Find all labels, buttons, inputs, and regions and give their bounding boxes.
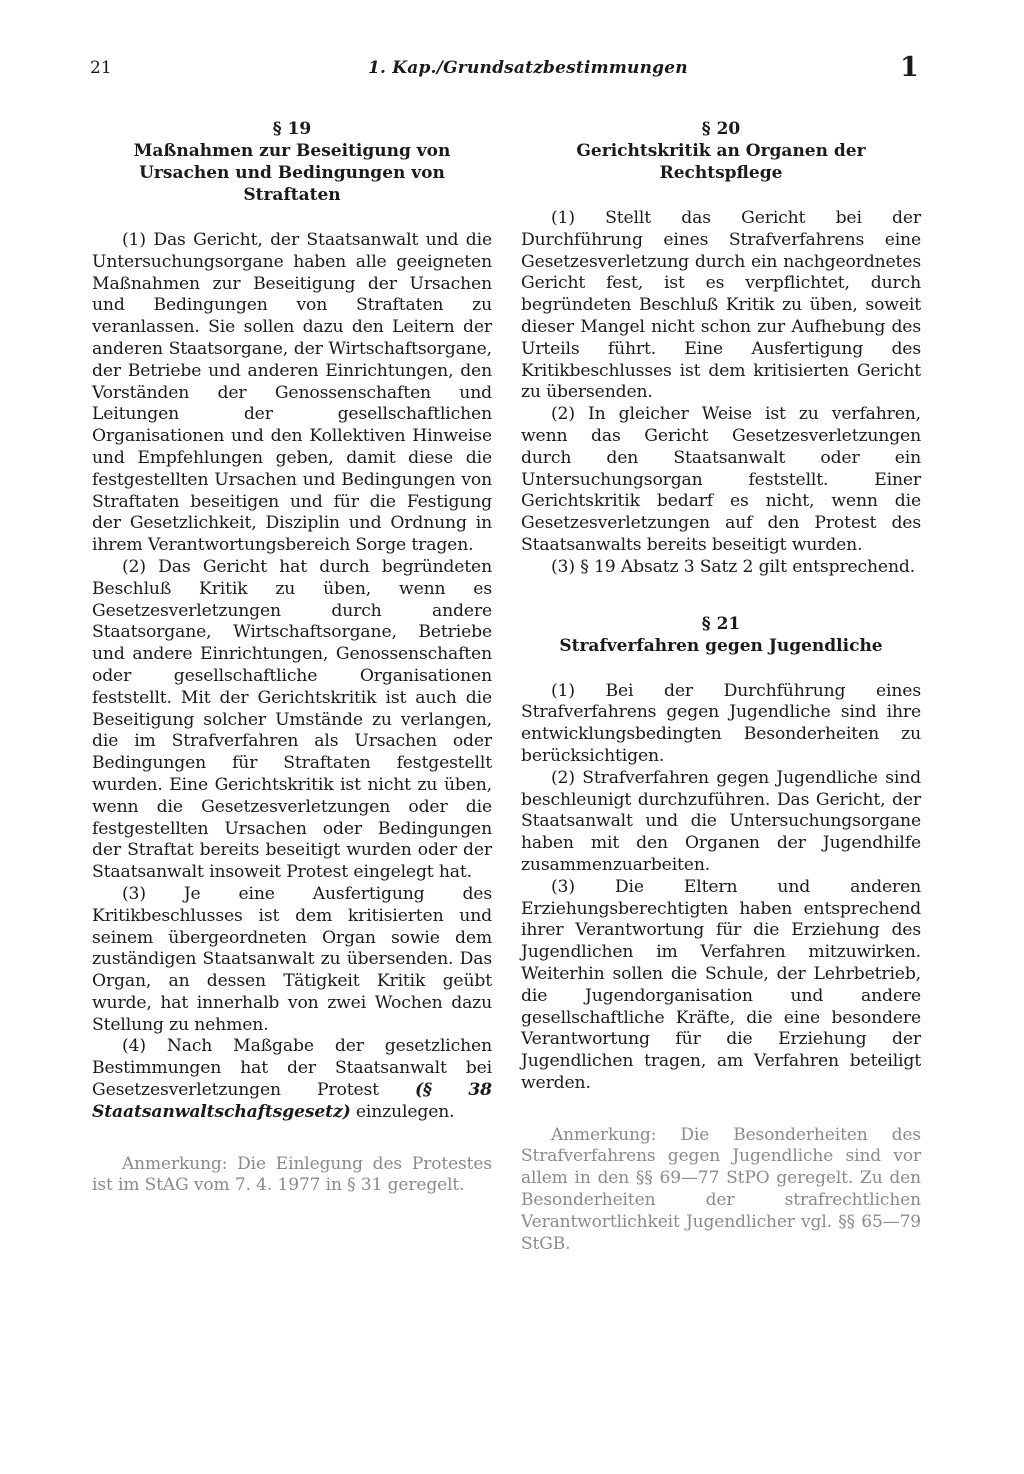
section-number: § 21 [701,613,741,634]
law-reference: (§ 38 Staatsanwaltschaftsgesetz) [92,1080,492,1122]
section-19 [92,118,492,1197]
section-21 [521,613,921,1256]
left-column [92,118,492,1223]
running-header [0,52,1024,92]
section-title: Maßnahmen zur Beseitigung von Ursachen und Bedingungen von Straftaten [133,141,451,205]
section-number: § 20 [701,119,741,139]
paragraph: (2) Strafverfahren gegen Jugendliche sind beschleunigt durchzuführen. Das Gericht, der Staatsanwalt und die Untersuchungsorgane haben mit den Organen der Jugendhilfe zusammenzuarbeiten. [521,767,921,875]
paragraph-text: (4) Nach Maßgabe der gesetzlichen Bestimmungen hat der Staatsanwalt bei Gesetzesverletzungen Protest [92,1036,492,1101]
section-20 [521,118,921,579]
paragraph [92,1036,492,1123]
section-title: Strafverfahren gegen Jugendliche [559,635,883,656]
paragraph: (1) Stellt das Gericht bei der Durchführung eines Strafverfahrens eine Gesetzesverletzung durch ein nachgeordnetes Gericht fest, ist es verpflichtet, durch begründeten Beschluß Kritik zu üben, soweit dieser Mangel nicht schon zur Aufhebung des Urteils führt. Eine Ausfertigung des Kritikbeschlusses ist dem kritisierten Gericht zu übersenden. [521,208,921,403]
paragraph: (1) Bei der Durchführung eines Strafverfahrens gegen Jugendliche sind ihre entwicklungsbedingten Besonderheiten zu berücksichtigen. [521,680,921,766]
annotation-note: Anmerkung: Die Einlegung des Protestes ist im StAG vom 7. 4. 1977 in § 31 geregelt. [92,1153,492,1196]
page-number: 21 [90,58,112,78]
paragraph: (3) Die Eltern und anderen Erziehungsberechtigten haben entsprechend ihrer Verantwortung für die Erziehung des Jugendlichen im Verfahren mitzuwirken. Weiterhin sollen die Schule, der Lehrbetrieb, die Jugendorganisation und andere gesellschaftliche Kräfte, die eine besondere Verantwortung für die Erziehung der Jugendlichen tragen, am Verfahren beteiligt werden. [521,876,921,1093]
right-column [521,118,921,1281]
running-title: 1. Kap./Grundsatzbestimmungen [368,58,688,78]
paragraph: (2) Das Gericht hat durch begründeten Beschluß Kritik zu üben, wenn es Gesetzesverletzungen durch andere Staatsorgane, Wirtschaftsorgane, Betriebe und andere Einrichtungen, Genossenschaften oder gesellschaftliche Organisationen feststellt. Mit der Gerichtskritik ist auch die Beseitigung solcher Umstände zu verlangen, die im Strafverfahren als Ursachen oder Bedingungen für Straftaten festgestellt wurden. Eine Gerichtskritik ist nicht zu üben, wenn die Gesetzesverletzungen oder die festgestellten Ursachen oder Bedingungen der Straftat bereits beseitigt wurden oder der Staatsanwalt insoweit Protest eingelegt hat. [92,556,492,883]
section-number: § 19 [272,119,312,139]
chapter-mark: 1 [900,52,919,83]
section-title: Gerichtskritik an Organen der Rechtspflege [576,141,866,183]
paragraph: (1) Das Gericht, der Staatsanwalt und die Untersuchungsorgane haben alle geeigneten Maßnahmen zur Beseitigung der Ursachen und Bedingungen von Straftaten zu veranlassen. Sie sollen dazu den Leitern der anderen Staatsorgane, der Wirtschaftsorgane, der Betriebe und anderen Einrichtungen, den Vorständen der Genossenschaften und Leitungen der gesellschaftlichen Organisationen und den Kollektiven Hinweise und Empfehlungen geben, damit diese die festgestellten Ursachen und Bedingungen von Straftaten beseitigen und für die Festigung der Gesetzlichkeit, Disziplin und Ordnung in ihrem Verantwortungsbereich Sorge tragen. [92,230,492,556]
paragraph: (3) Je eine Ausfertigung des Kritikbeschlusses ist dem kritisierten und seinem übergeordneten Organ sowie dem zuständigen Staatsanwalt zu übersenden. Das Organ, an dessen Tätigkeit Kritik geübt wurde, hat innerhalb von zwei Wochen dazu Stellung zu nehmen. [92,883,492,1035]
paragraph-text: einzulegen. [350,1101,455,1122]
paragraph: (3) § 19 Absatz 3 Satz 2 gilt entsprechend. [551,556,916,577]
paragraph: (2) In gleicher Weise ist zu verfahren, wenn das Gericht Gesetzesverletzungen durch den Staatsanwalt oder ein Untersuchungsorgan feststellt. Einer Gerichtskritik bedarf es nicht, wenn die Gesetzesverletzungen auf den Protest des Staatsanwalts bereits beseitigt wurden. [521,404,921,555]
annotation-note: Anmerkung: Die Besonderheiten des Strafverfahrens gegen Jugendliche sind vor allem in den §§ 69—77 StPO geregelt. Zu den Besonderheiten der strafrechtlichen Verantwortlichkeit Jugendlicher vgl. §§ 65—79 StGB. [521,1124,921,1254]
